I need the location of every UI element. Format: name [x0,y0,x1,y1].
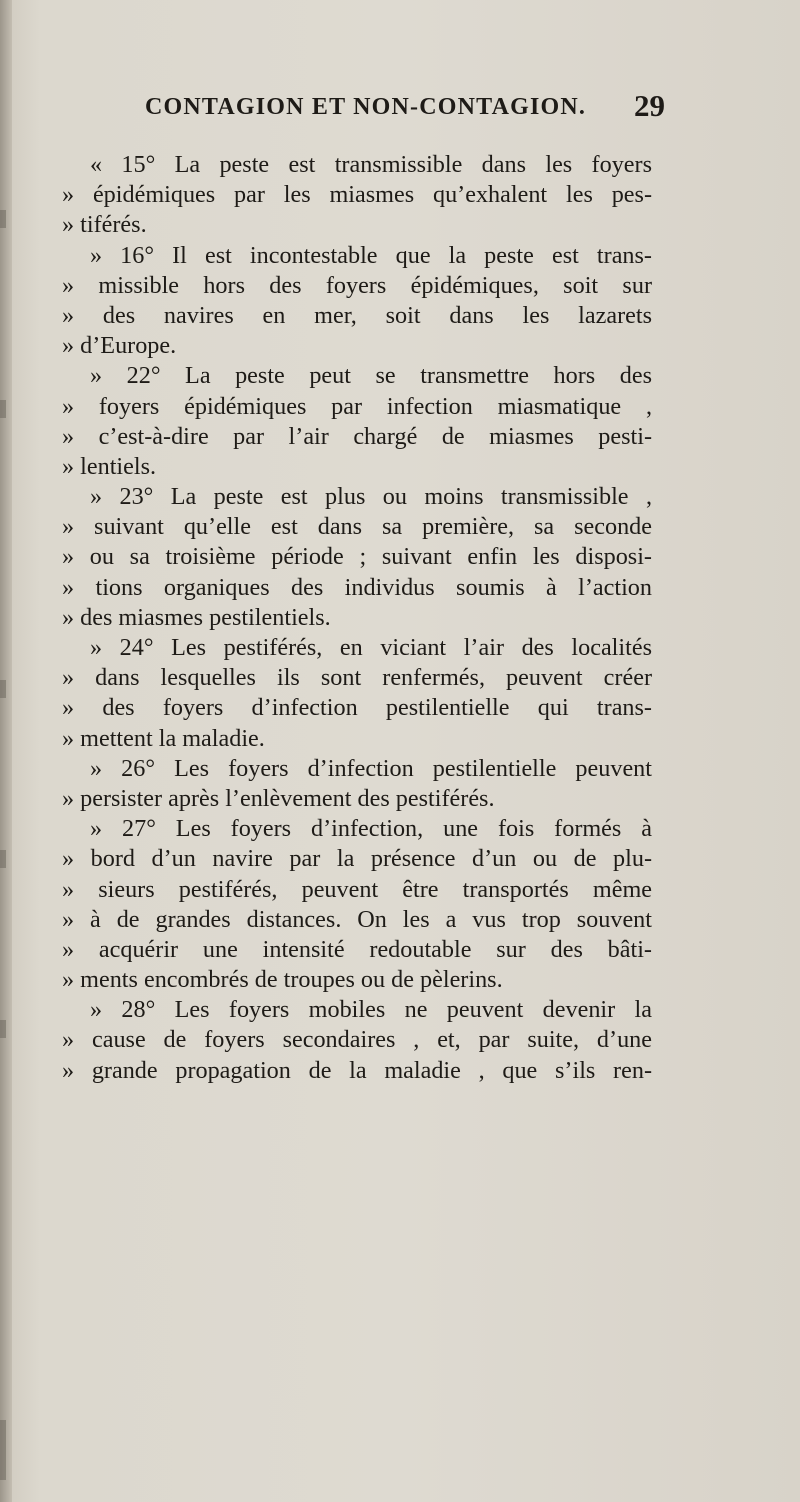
page-number: 29 [634,88,665,123]
text-line: » tiférés. [62,211,147,239]
spine-mark [0,400,6,418]
text-line: » d’Europe. [62,332,177,360]
page-header [145,88,665,128]
text-line: » ou sa troisième période ; suivant enfin les disposi- [62,543,652,571]
spine-mark [0,680,6,698]
text-line: » 23° La peste est plus ou moins transmissible , [90,483,652,511]
text-line: » suivant qu’elle est dans sa première, sa seconde [62,513,652,541]
text-line: » des foyers d’infection pestilentielle qui trans- [62,694,652,722]
text-line: » 16° Il est incontestable que la peste est trans- [90,241,652,269]
text-line: » des miasmes pestilentiels. [62,603,331,631]
text-line: » foyers épidémiques par infection miasmatique , [62,392,652,420]
text-line: » tions organiques des individus soumis à l’action [62,573,652,601]
running-head: CONTAGION ET NON-CONTAGION. [145,94,587,120]
text-line: » c’est-à-dire par l’air chargé de miasmes pesti- [62,422,652,450]
text-line: » à de grandes distances. On les a vus trop souvent [62,905,652,933]
spine-mark [0,1020,6,1038]
text-line: » bord d’un navire par la présence d’un ou de plu- [62,845,652,873]
text-line: » ments encombrés de troupes ou de pèlerins. [62,966,503,994]
text-line: » 28° Les foyers mobiles ne peuvent devenir la [90,996,652,1024]
text-line: » 26° Les foyers d’infection pestilentielle peuvent [90,754,652,782]
spine-mark [0,850,6,868]
text-line: » 24° Les pestiférés, en viciant l’air des localités [90,634,652,661]
text-line: » acquérir une intensité redoutable sur des bâti- [62,935,652,963]
book-spine-shadow [0,0,12,1502]
text-line: » grande propagation de la maladie , que s’ils ren- [62,1056,652,1084]
text-line: « 15° La peste est transmissible dans les foyers [90,151,652,178]
text-line: » cause de foyers secondaires , et, par suite, d’une [62,1026,652,1054]
text-line: » épidémiques par les miasmes qu’exhalent les pes- [62,181,652,209]
spine-mark [0,210,6,228]
text-line: » persister après l’enlèvement des pestiférés. [62,784,495,812]
text-line: » 22° La peste peut se transmettre hors des [90,362,652,390]
text-line: » mettent la maladie. [62,724,265,752]
text-line: » lentiels. [62,452,157,480]
text-line: » des navires en mer, soit dans les lazarets [62,301,652,329]
body-text [62,150,652,1086]
text-line: » dans lesquelles ils sont renfermés, peuvent créer [62,664,652,692]
spine-mark [0,1420,6,1480]
text-line: » missible hors des foyers épidémiques, soit sur [62,271,652,299]
text-line: » 27° Les foyers d’infection, une fois formés à [90,815,652,843]
text-line: » sieurs pestiférés, peuvent être transportés même [62,875,652,903]
